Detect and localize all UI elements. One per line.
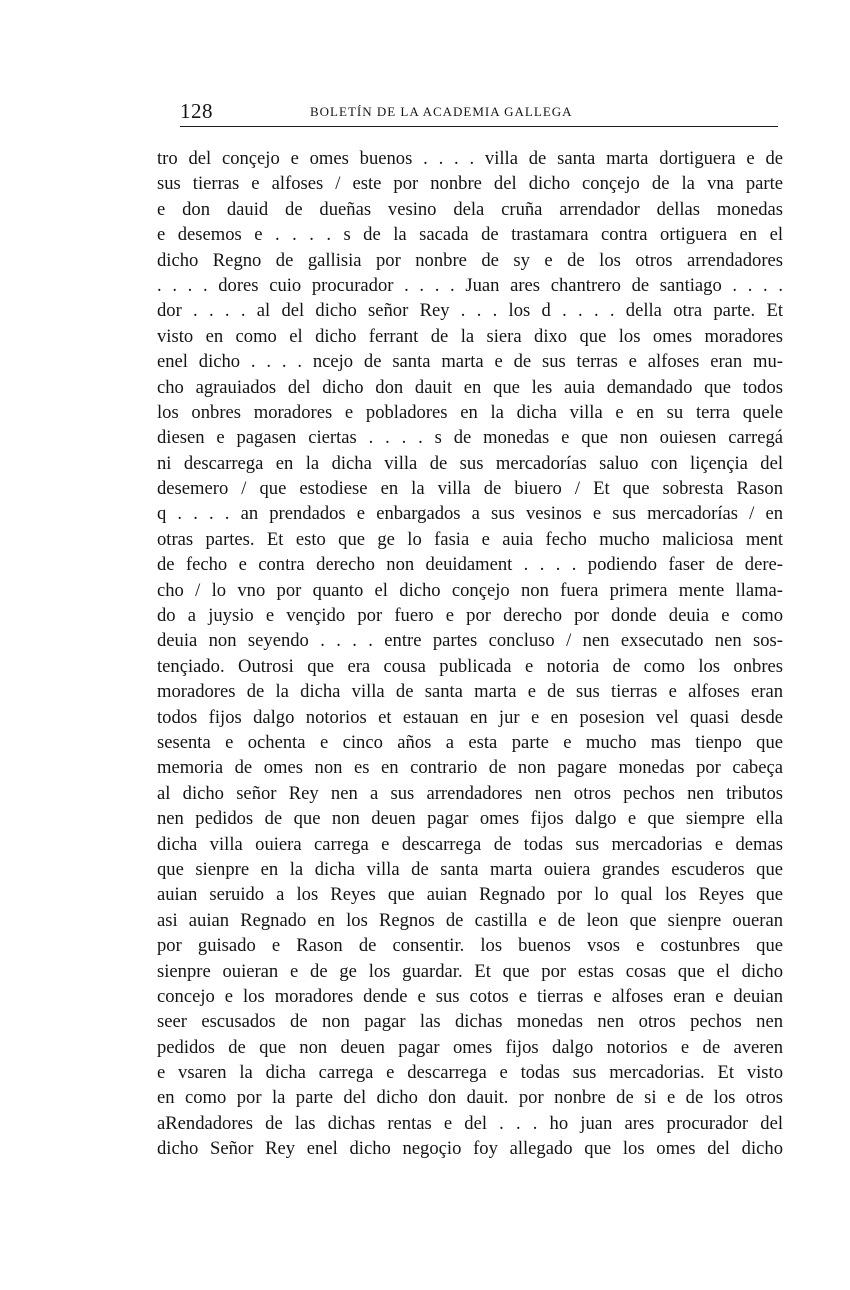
text-line: e desemos e . . . . s de la sacada de trastamara contra ortiguera en el [157, 224, 783, 246]
text-line: moradores de la dicha villa de santa marta e de sus tierras e alfoses eran [157, 681, 783, 703]
text-line: dicho Regno de gallisia por nonbre de sy e de los otros arrendadores [157, 249, 783, 271]
text-line: de fecho e contra derecho non deuidament . . . . podiendo faser de dere- [157, 554, 783, 576]
text-line: que sienpre en la dicha villa de santa marta ouiera grandes escuderos que [157, 858, 783, 880]
text-line: auian seruido a los Reyes que auian Regnado por lo qual los Reyes que [157, 884, 783, 906]
text-line: dor . . . . al del dicho señor Rey . . . los d . . . . della otra parte. Et [157, 300, 783, 322]
header-rule [180, 126, 778, 127]
text-line: dicho Señor Rey enel dicho negoçio foy allegado que los omes del dicho [157, 1138, 783, 1160]
text-line: pedidos de que non deuen pagar omes fijos dalgo notorios e de averen [157, 1036, 783, 1058]
text-line: todos fijos dalgo notorios et estauan en jur e en posesion vel quasi desde [157, 706, 783, 728]
text-line: sus tierras e alfoses / este por nonbre del dicho conçejo de la vna parte [157, 173, 783, 195]
text-line: e vsaren la dicha carrega e descarrega e todas sus mercadorias. Et visto [157, 1062, 783, 1084]
body-text [157, 146, 783, 1162]
text-line: deuia non seyendo . . . . entre partes concluso / nen exsecutado nen sos- [157, 630, 783, 652]
text-line: tençiado. Outrosi que era cousa publicada e notoria de como los onbres [157, 655, 783, 677]
text-line: tro del conçejo e omes buenos . . . . villa de santa marta dortiguera e de [157, 148, 783, 169]
running-head [180, 98, 780, 128]
page-number: 128 [180, 99, 213, 123]
text-line: diesen e pagasen ciertas . . . . s de monedas e que non ouiesen carregá [157, 427, 783, 449]
text-line: visto en como el dicho ferrant de la siera dixo que los omes moradores [157, 325, 783, 347]
text-line: aRendadores de las dichas rentas e del . . . ho juan ares procurador del [157, 1112, 783, 1134]
text-line: al dicho señor Rey nen a sus arrendadores nen otros pechos nen tributos [157, 782, 783, 804]
text-line: sesenta e ochenta e cinco años a esta parte e mucho mas tienpo que [157, 731, 783, 753]
text-line: otras partes. Et esto que ge lo fasia e auia fecho mucho maliciosa ment [157, 528, 783, 550]
text-line: asi auian Regnado en los Regnos de castilla e de leon que sienpre oueran [157, 909, 783, 931]
text-line: q . . . . an prendados e enbargados a sus vesinos e sus mercadorías / en [157, 503, 783, 525]
journal-title: BOLETÍN DE LA ACADEMIA GALLEGA [310, 104, 573, 119]
text-line: cho agrauiados del dicho don dauit en que les auia demandado que todos [157, 376, 783, 398]
text-line: . . . . dores cuio procurador . . . . Juan ares chantrero de santiago . . . . [157, 274, 783, 296]
text-line: por guisado e Rason de consentir. los buenos vsos e costunbres que [157, 935, 783, 957]
text-line: sienpre ouieran e de ge los guardar. Et que por estas cosas que el dicho [157, 960, 783, 982]
text-line: concejo e los moradores dende e sus cotos e tierras e alfoses eran e deuian [157, 985, 783, 1007]
text-line: cho / lo vno por quanto el dicho conçejo non fuera primera mente llama- [157, 579, 783, 601]
text-line: en como por la parte del dicho don dauit. por nonbre de si e de los otros [157, 1087, 783, 1109]
text-line: desemero / que estodiese en la villa de biuero / Et que sobresta Rason [157, 478, 783, 500]
text-line: ni descarrega en la dicha villa de sus mercadorías saluo con liçençia del [157, 452, 783, 474]
text-line: e don dauid de dueñas vesino dela cruña arrendador dellas monedas [157, 198, 783, 220]
text-line: nen pedidos de que non deuen pagar omes fijos dalgo e que siempre ella [157, 808, 783, 830]
text-line: memoria de omes non es en contrario de non pagare monedas por cabeça [157, 757, 783, 779]
text-line: seer escusados de non pagar las dichas monedas nen otros pechos nen [157, 1011, 783, 1033]
text-line: enel dicho . . . . ncejo de santa marta e de sus terras e alfoses eran mu- [157, 351, 783, 373]
text-line: dicha villa ouiera carrega e descarrega de todas sus mercadorias e demas [157, 833, 783, 855]
text-line: los onbres moradores e pobladores en la dicha villa e en su terra quele [157, 401, 783, 423]
text-line: do a juysio e vençido por fuero e por derecho por donde deuia e como [157, 605, 783, 627]
